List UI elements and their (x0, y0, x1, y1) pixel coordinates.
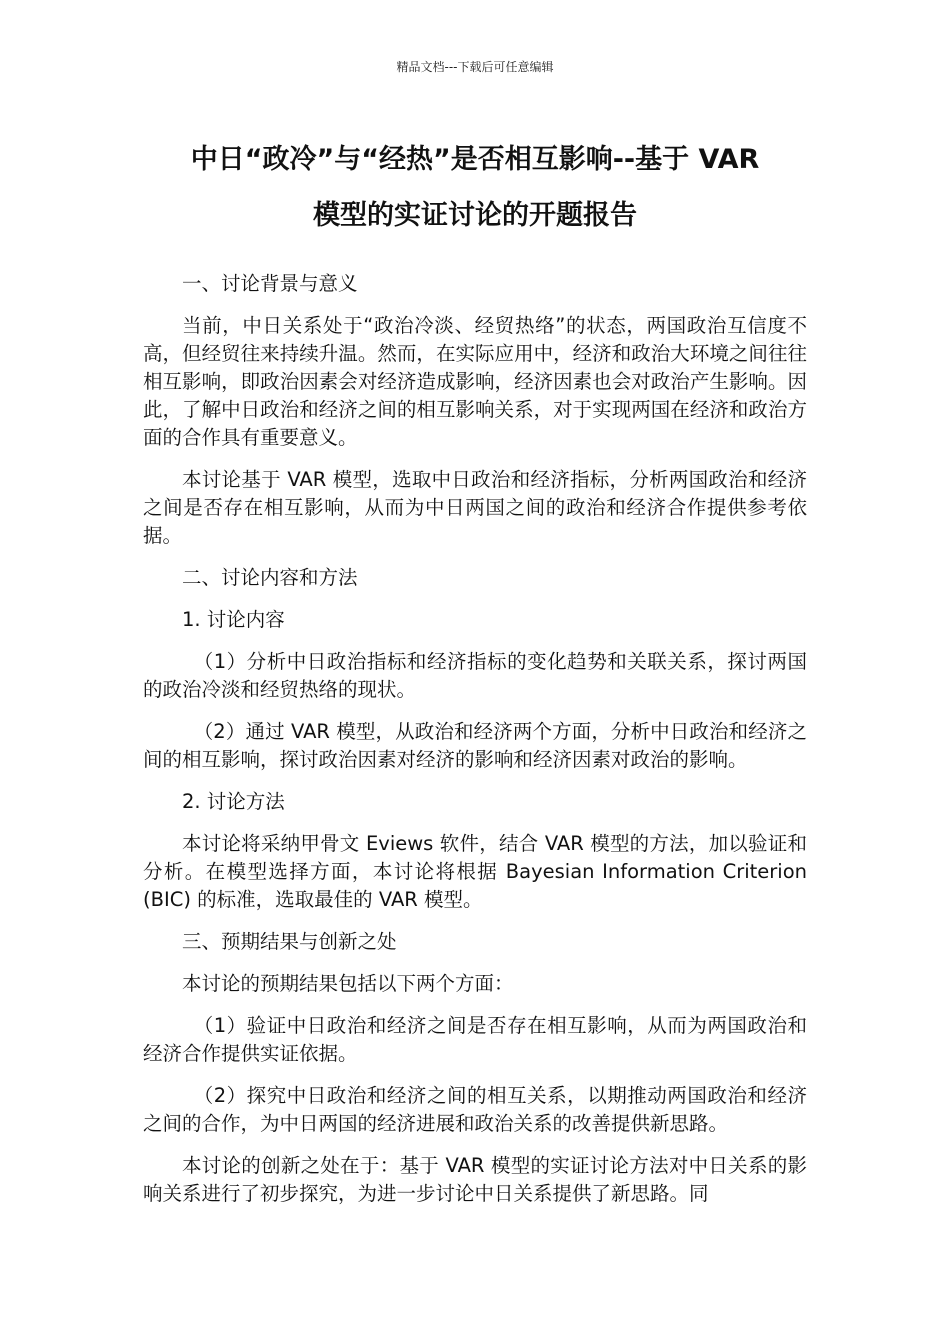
paragraph: 本讨论将采纳甲骨文 Eviews 软件，结合 VAR 模型的方法，加以验证和分析。在模型选择方面，本讨论将根据 Bayesian Information Criterion (BIC) 的标准，选取最佳的 VAR 模型。 (143, 832, 807, 911)
section-heading: 一、讨论背景与意义 (182, 272, 358, 295)
document-body (143, 270, 807, 1222)
header-note: 精品文档---下载后可任意编辑 (396, 60, 554, 74)
paragraph: 本讨论基于 VAR 模型，选取中日政治和经济指标，分析两国政治和经济之间是否存在相互影响，从而为中日两国之间的政治和经济合作提供参考依据。 (143, 468, 807, 547)
title-line-1: 中日“政冷”与“经热”是否相互影响--基于 VAR (190, 144, 760, 175)
section-heading: 二、讨论内容和方法 (182, 566, 358, 589)
paragraph: 当前，中日关系处于“政治冷淡、经贸热络”的状态，两国政治互信度不高，但经贸往来持续升温。然而，在实际应用中，经济和政治大环境之间往往相互影响，即政治因素会对经济造成影响，经济因素也会对政治产生影响。因此，了解中日政治和经济之间的相互影响关系，对于实现两国在经济和政治方面的合作具有重要意义。 (143, 314, 807, 449)
list-item: （1）验证中日政治和经济之间是否存在相互影响，从而为两国政治和经济合作提供实证依据。 (143, 1014, 807, 1065)
document-title (140, 132, 810, 244)
paragraph: 本讨论的预期结果包括以下两个方面： (182, 972, 514, 995)
paragraph: 本讨论的创新之处在于：基于 VAR 模型的实证讨论方法对中日关系的影响关系进行了初步探究，为进一步讨论中日关系提供了新思路。同 (143, 1154, 807, 1205)
title-line-2: 模型的实证讨论的开题报告 (313, 200, 637, 231)
subsection-heading: 2. 讨论方法 (182, 790, 285, 813)
section-heading: 三、预期结果与创新之处 (182, 930, 397, 953)
list-item: （1）分析中日政治指标和经济指标的变化趋势和关联关系，探讨两国的政治冷淡和经贸热络的现状。 (143, 650, 807, 701)
list-item: （2）通过 VAR 模型，从政治和经济两个方面，分析中日政治和经济之间的相互影响，探讨政治因素对经济的影响和经济因素对政治的影响。 (143, 720, 807, 771)
list-item: （2）探究中日政治和经济之间的相互关系，以期推动两国政治和经济之间的合作，为中日两国的经济进展和政治关系的改善提供新思路。 (143, 1084, 807, 1135)
subsection-heading: 1. 讨论内容 (182, 608, 285, 631)
